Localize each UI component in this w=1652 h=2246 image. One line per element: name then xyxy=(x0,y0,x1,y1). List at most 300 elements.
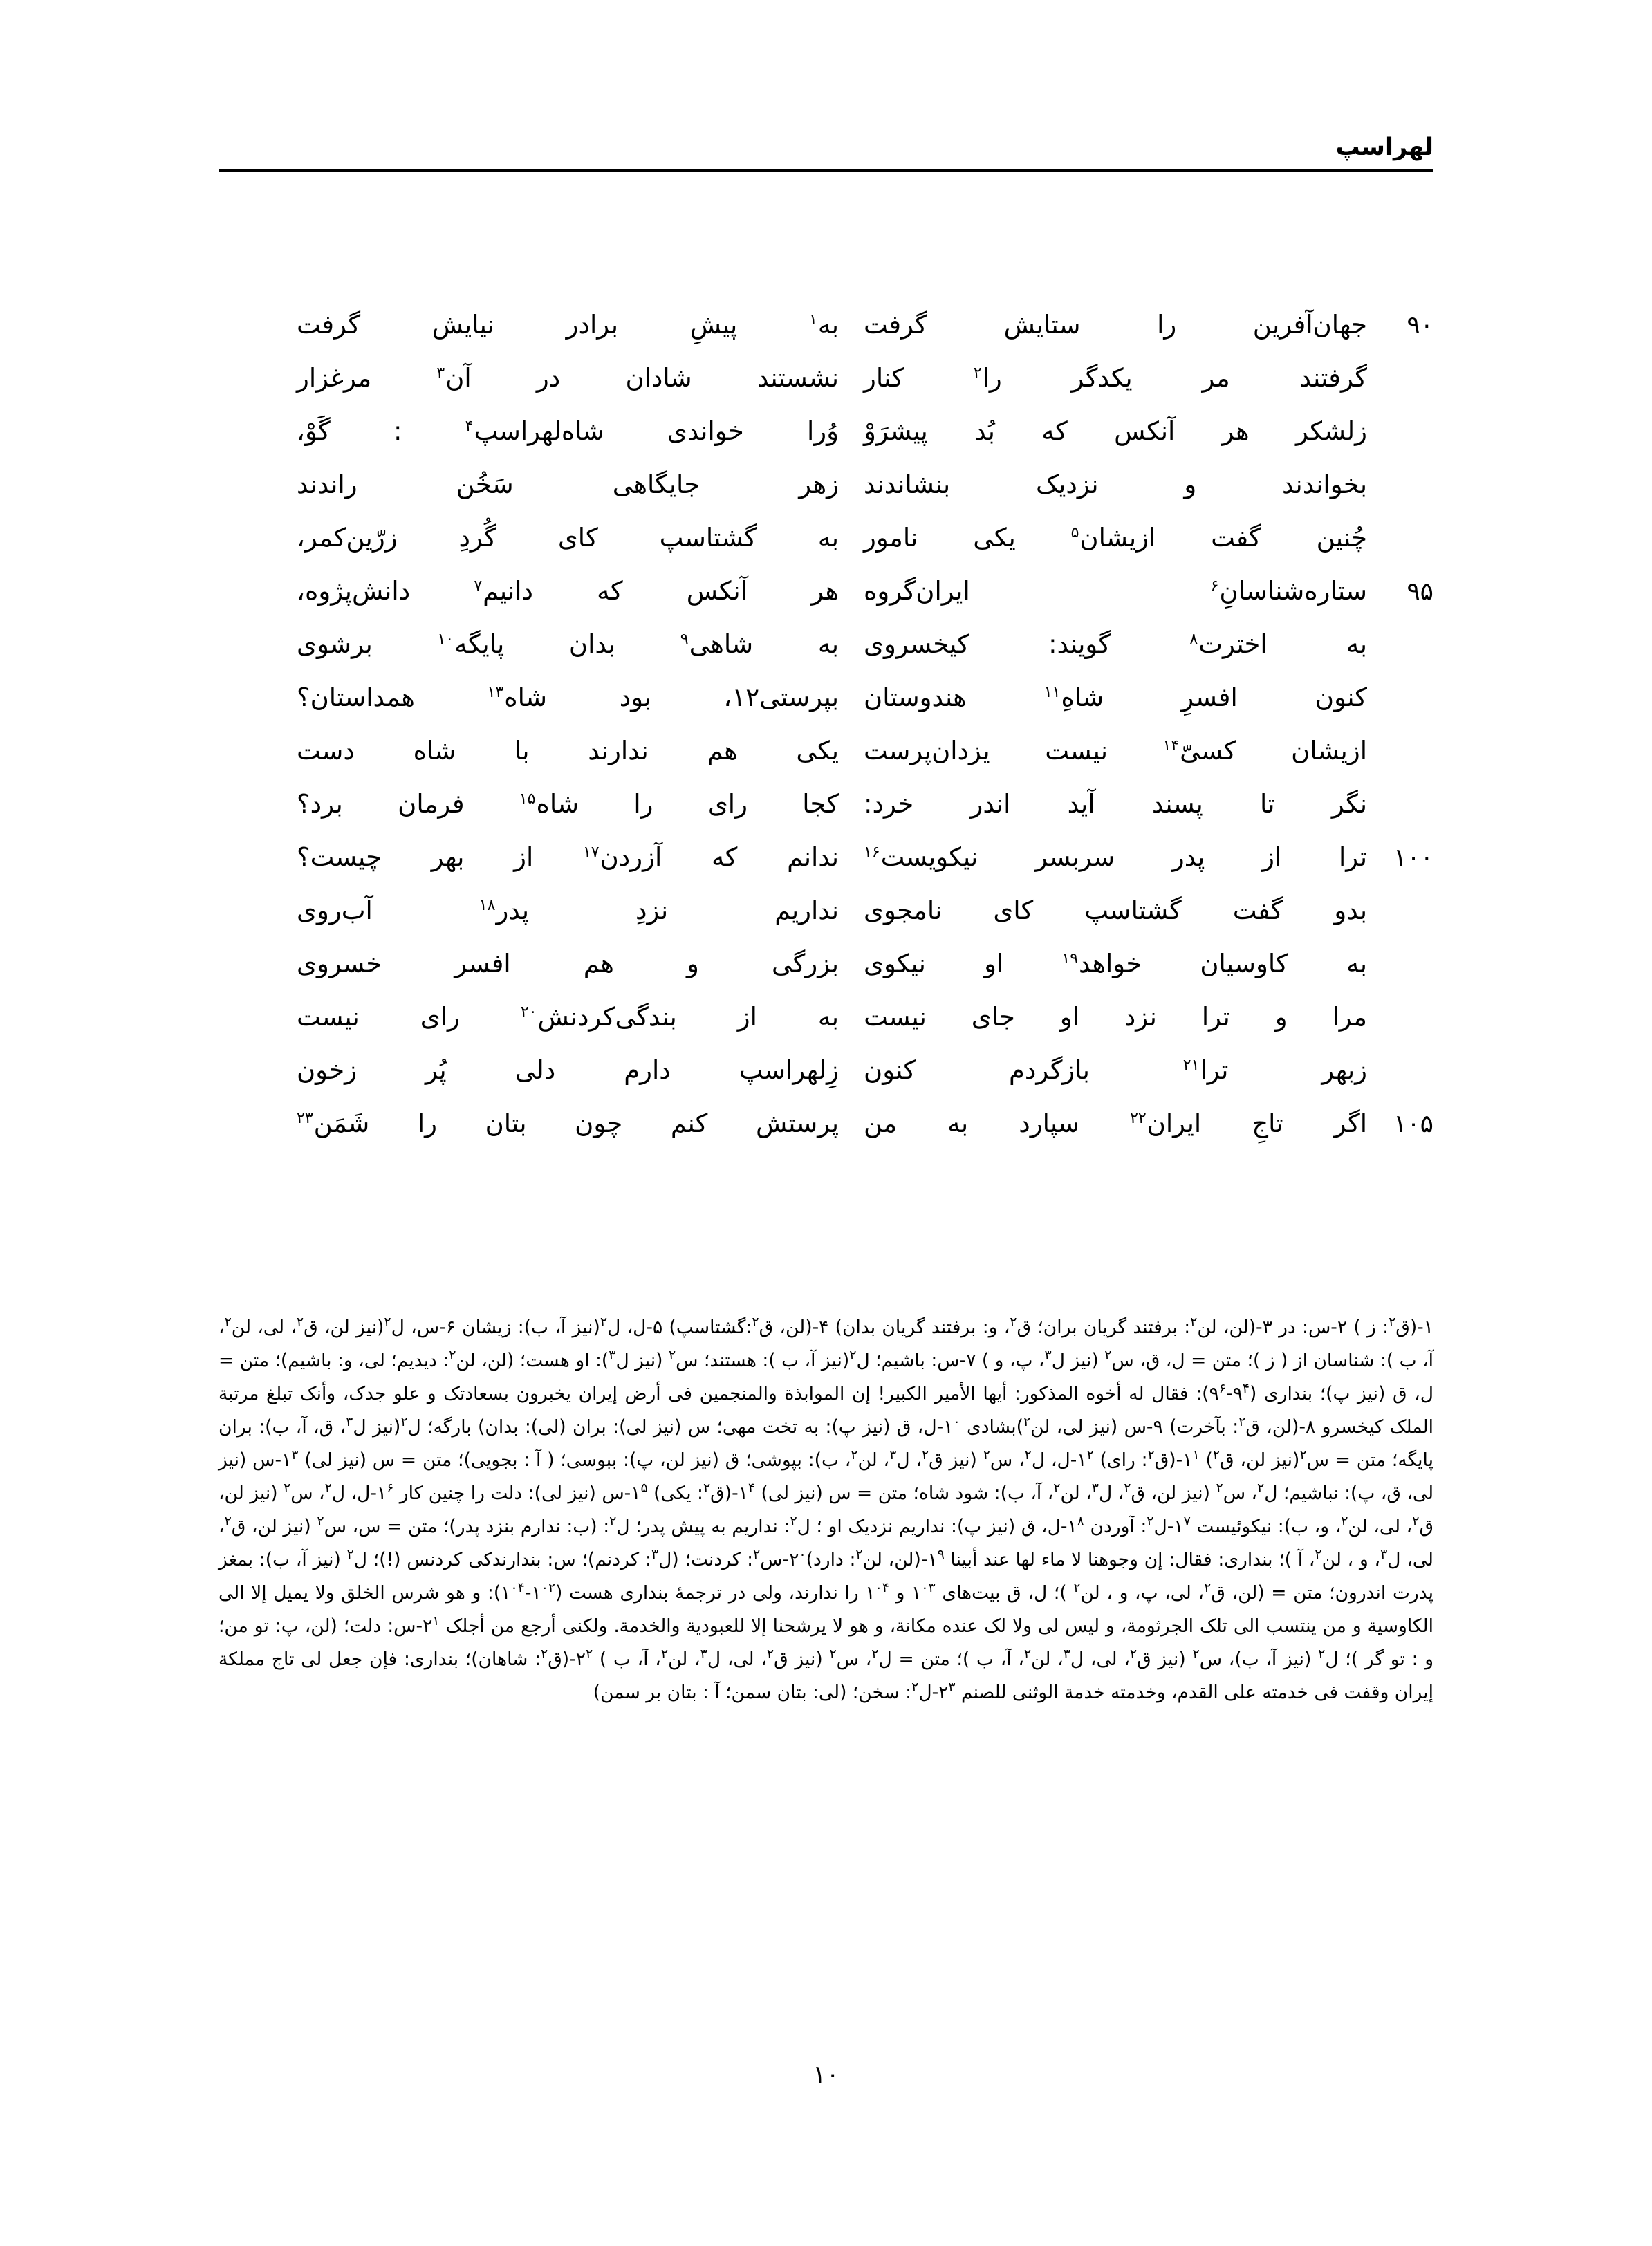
apparatus-sigla-marker: ۷ xyxy=(1183,1514,1191,1530)
hemistich-first-text xyxy=(839,405,1367,458)
verse-word: تا xyxy=(1260,789,1275,819)
verse-word: مر xyxy=(1202,363,1230,393)
apparatus-sigla-marker: ۲ xyxy=(849,1348,857,1364)
verse-couplet xyxy=(216,778,1433,830)
apparatus-sigla-marker: ۳ xyxy=(1091,1481,1099,1496)
verse-word: ترا$^{۲۱}$ xyxy=(1182,1055,1229,1085)
page-header xyxy=(219,133,1433,199)
verse-word: که xyxy=(1041,416,1068,446)
footnote-marker: ۲ xyxy=(973,364,982,382)
verse-word: پدر xyxy=(1171,842,1205,872)
verse-word: یکی xyxy=(973,523,1016,553)
verse-word: نامجوی xyxy=(864,895,943,925)
apparatus-sigla-marker: ۲ xyxy=(1124,1481,1131,1496)
apparatus-sigla-marker: ۲ xyxy=(1299,1447,1307,1463)
verse-word: آنکس xyxy=(686,576,748,606)
apparatus-sigla-marker: ۲ xyxy=(1086,1447,1094,1463)
running-title: لهراسپ xyxy=(1335,133,1433,161)
apparatus-sigla-marker: ۲ xyxy=(1192,1646,1200,1662)
verse-word: رای xyxy=(707,789,748,819)
apparatus-sigla-marker: ۳ xyxy=(1063,1646,1070,1662)
hemistich-second xyxy=(272,831,839,884)
hemistich-second xyxy=(272,671,839,724)
verse-word: شاهی$^۹$ xyxy=(680,629,754,659)
apparatus-sigla-marker: ۲ xyxy=(1238,1414,1246,1430)
apparatus-sigla-marker: ۲ xyxy=(1190,1315,1198,1330)
apparatus-sigla-marker: ۳ xyxy=(700,1646,707,1662)
hemistich-second xyxy=(272,778,839,830)
hemistich-second-text xyxy=(272,352,839,405)
verse-word: آزردن$^{۱۷}$ xyxy=(582,842,662,872)
verse-word: و xyxy=(1184,470,1197,499)
verse-word: نگر xyxy=(1331,789,1367,819)
verse-word: گرفتند xyxy=(1299,363,1367,393)
apparatus-sigla-marker: ۱ xyxy=(1192,1447,1200,1463)
hemistich-second-text xyxy=(272,884,839,937)
verse-word: نیست xyxy=(297,1002,360,1032)
verse-word: دانیم$^۷$ xyxy=(474,576,533,606)
apparatus-sigla-marker: ۲ xyxy=(1024,1447,1032,1463)
verse-word: اخترت$^۸$ xyxy=(1189,629,1268,659)
verse-word: ندانم xyxy=(787,842,839,872)
verse-word: زخون xyxy=(297,1055,358,1085)
verse-word: شاه$^{۱۳}$ xyxy=(487,683,547,712)
apparatus-sigla-marker: ۲ xyxy=(609,1514,617,1530)
verse-word: من xyxy=(864,1108,898,1138)
apparatus-sigla-marker: ۲ xyxy=(1147,1447,1155,1463)
verse-word: شاهِ$^{۱۱}$ xyxy=(1043,683,1104,712)
verse-couplet xyxy=(216,512,1433,564)
verse-couplet xyxy=(216,725,1433,777)
footnote-marker: ۱۴ xyxy=(1162,736,1180,754)
verse-word: چون xyxy=(575,1108,623,1138)
apparatus-sigla-marker: ۲ xyxy=(449,1348,456,1364)
apparatus-sigla-marker: ۲ xyxy=(224,1514,232,1530)
apparatus-sigla-marker: ۲ xyxy=(384,1315,391,1330)
verse-word: هندوستان xyxy=(864,683,967,712)
hemistich-second xyxy=(272,618,839,671)
verse-word: هم xyxy=(707,736,738,765)
apparatus-sigla-marker: ۲ xyxy=(284,1481,291,1496)
verse-word: اگر xyxy=(1333,1108,1367,1138)
verse-word: نیکوی xyxy=(864,949,926,978)
verse-word: دلی xyxy=(514,1055,556,1085)
hemistich-second xyxy=(272,1044,839,1097)
verse-word: هر xyxy=(1221,416,1250,446)
verse-word: به xyxy=(947,1108,969,1138)
hemistich-first xyxy=(839,778,1433,830)
verse-word: پرستش xyxy=(755,1108,839,1138)
verse-couplet xyxy=(216,405,1433,458)
verse-line-number: ۹۵ xyxy=(1407,577,1433,606)
verse-word: یکدگر xyxy=(1071,363,1133,393)
hemistich-first-text xyxy=(839,831,1367,884)
apparatus-sigla-marker: ۲ xyxy=(1318,1646,1326,1662)
verse-word: نیکویست$^{۱۶}$ xyxy=(864,842,978,872)
verse-word: خواندی xyxy=(667,416,744,446)
verse-word: خسروی xyxy=(297,949,382,978)
verse-word: آب‌روی xyxy=(297,895,373,925)
apparatus-paragraph: ۱-(ق$^۲$: ز ) ۲-س: در ۳-(لن، لن$^۲$: برفتند گریان بران؛ ق$^۲$، و: برفتند گریان بدان) ۴-(لن، ق$^۲$:گشتاسپ) ۵-ل، ل$^۲$(نیز آ، ب): زیشان ۶-س، ل$^۲$(نیز لن، ق$^۲$، لی، لن$^۲$، آ، ب ): شناسان از ( ز )؛ متن = ل، ق، س$^۲$ (نیز ل$^۳$، پ، و ) ۷-س: باشیم؛ ل$^۲$(نیز آ، ب ): هستند؛ س$^۲$ (نیز ل$^۳$): او هست؛ (لن، لن$^۲$: دیدیم؛ لی، و: باشیم)؛ متن = ل، ق (نیز پ)؛ بنداری $(۹^۴-۹^۶)$: فقال له أخوه المذکور: أیها الأمیر الکبیر! إن الموابذة والمنجمین فی أرض إیران یخبرون بسعادتک و علو جدک، وأنک تبلغ مرتبة الملک کیخسرو ۸-(لن، ق$^۲$: بآخرت) ۹-س (نیز لی، لن$^۲$)بشادی $۱^۰-ل،$ ق (نیز پ): به تخت مهی؛ س (نیز لی): بران (لی): بدان) بارگه؛ ل$^۲$(نیز ل$^۳$، ق، آ، ب): بران پایگه؛ متن = س$^۲$(نیز لن، ق$^۲$) $۱^۱-(ق^۲$: رای) $۱^۲-ل،$ ل$^۲$، س$^۲$ (نیز ق$^۲$، ل$^۳$، لن$^۲$، ب): بپوشی؛ ق (نیز لن، پ): ببوسی؛ ( آ : بجویی)؛ متن = س (نیز لی) $۱^۳-س$ (نیز لی، ق، پ): نباشیم؛ ل$^۲$، س$^۲$ (نیز لن، ق$^۲$، ل$^۳$، لن$^۲$، آ، ب): شود شاه؛ متن = س (نیز لی) $۱^۴-(ق^۲$: یکی) $۱^۵-س$ (نیز لی): دلت را چنین کار $۱^۶-ل،$ ل$^۲$، س$^۲$ (نیز لن، ق$^۲$، لی، لن$^۲$، و، ب): نیکوئیست $۱^۷-ل^۲$: آوردن $۱^۸-ل،$ ق (نیز پ): نداریم نزدیک او ؛ ل$^۲$: نداریم به پیش پدر؛ ل$^۲$: (ب: ندارم بنزد پدر)؛ متن = س، س$^۲$ (نیز لن، ق$^۲$، لی، ل$^۳$، و ، لن$^۲$، آ )؛ بنداری: فقال: إن وجوهنا لا ماء لها عند أبینا $۱^۹-(لن،$ لن$^۲$: $دارد)۲^۰-س^۲$: کردنت؛ (ل$^۳$: کردنم)؛ س: بندارندکی کردنس (!)؛ ل$^۲$ (نیز آ، ب): بمغز پدرت اندرون؛ متن = (لن، ق$^۲$، لی، پ، و ، لن$^۲$ )؛ ل، ق بیت‌های $۱^{۰۳}$ و $۱^{۰۴}$ را ندارند، ولی در ترجمهٔ بنداری هست $(۱^{۰۲}-۱^{۰۴})$: و هو شرس الخلق ولا یمیل إلا الی الکاوسیة و من ینتسب الی تلک الجرثومة، و لیس لی ولا لک عنده مکانة، و هو لا یرشحنا إلا للعبودیة والخدمة. ولکنی أرجع من أجلک $۲^۱-س$: دلت؛ (لن، پ: تو من؛ و : تو گر )؛ ل$^۲$ (نیز آ، ب)، س$^۲$ (نیز ق$^۲$، لی، ل$^۳$، لن$^۲$، آ، ب )؛ متن = ل$^۲$، س$^۲$ (نیز ق$^۲$، لی، ل$^۳$، لن$^۲$، آ، ب ) $۲^۲-(ق^۲$: شاهان)؛ بنداری: فإن جعل لی تاج مملکة إیران وقفت فی خدمته علی القدم، وخدمته خدمة الوثنی للصنم $۲^۳-ل^۲$: سخن؛ (لی: بتان سمن؛ آ : بتان بر سمن) xyxy=(219,1315,1434,1703)
verse-word: آن$^۳$ xyxy=(436,363,472,393)
verse-word: به xyxy=(817,629,839,659)
verse-word: یزدان‌پرست xyxy=(864,736,990,765)
footnote-marker: ۱۵ xyxy=(519,790,536,808)
hemistich-second xyxy=(272,565,839,618)
verse-word: : xyxy=(393,416,402,446)
apparatus-sigla-marker: ۲ xyxy=(1023,1646,1032,1662)
apparatus-sigla-marker: ۲ xyxy=(400,1414,408,1430)
verse-word: بازگردم xyxy=(1009,1055,1090,1085)
hemistich-first xyxy=(839,458,1433,511)
verse-couplet xyxy=(216,938,1433,990)
apparatus-sigla-marker: ۲ xyxy=(855,1547,863,1563)
apparatus-sigla-marker: ۲ xyxy=(703,1481,711,1496)
apparatus-sigla-marker: ۲ xyxy=(585,1646,593,1662)
apparatus-sigla-marker: ۲ xyxy=(1147,1514,1154,1530)
hemistich-first-text xyxy=(839,1044,1367,1097)
apparatus-sigla-marker: ۲ xyxy=(660,1646,669,1662)
apparatus-sigla-marker: ۲ xyxy=(752,1315,759,1330)
verse-word: کسیّ$^{۱۴}$ xyxy=(1162,736,1236,765)
hemistich-first-text xyxy=(839,458,1367,511)
verse-word: بندگی‌کردنش$^{۲۰}$ xyxy=(520,1002,677,1032)
hemistich-first-text xyxy=(839,991,1367,1043)
verse-word: از xyxy=(514,842,534,872)
hemistich-second-text xyxy=(272,1097,839,1150)
hemistich-first-text xyxy=(839,299,1367,351)
hemistich-first xyxy=(839,512,1433,564)
footnote-marker: ۱۳ xyxy=(487,683,504,701)
verse-word: دست xyxy=(297,736,355,765)
apparatus-sigla-marker: ۳ xyxy=(948,1680,956,1696)
apparatus-sigla-marker: ۲ xyxy=(753,1547,761,1563)
footnote-marker: ۳ xyxy=(436,364,445,382)
footnote-marker: ۶ xyxy=(1210,577,1219,595)
verse-couplet xyxy=(216,618,1433,671)
hemistich-first xyxy=(839,884,1433,937)
hemistich-second-text xyxy=(272,991,839,1043)
hemistich-second xyxy=(272,458,839,511)
verse-word: در xyxy=(536,363,561,393)
hemistich-first xyxy=(839,565,1433,618)
verse-word: را xyxy=(1157,310,1177,340)
hemistich-second xyxy=(272,299,839,351)
folio-number: ۱۰ xyxy=(813,2061,839,2089)
apparatus-sigla-marker: ۶ xyxy=(387,1481,394,1496)
verse-word: کجا xyxy=(802,789,839,819)
verse-word: ستایش xyxy=(1003,310,1081,340)
apparatus-sigla-marker: ۲ xyxy=(541,1646,548,1662)
apparatus-sigla-marker: ۲ xyxy=(1212,1447,1221,1463)
apparatus-sigla-marker: ۲ xyxy=(1341,1514,1348,1530)
verse-word: بتان xyxy=(485,1108,527,1138)
verse-word: بدو xyxy=(1334,895,1367,925)
hemistich-first xyxy=(839,299,1433,351)
footnote-marker: ۱۱ xyxy=(1043,683,1061,701)
hemistich-second-text xyxy=(272,512,839,564)
hemistich-second xyxy=(272,1097,839,1150)
verse-word: خواهد$^{۱۹}$ xyxy=(1061,949,1142,978)
verse-word: پیشرَوْ xyxy=(864,416,928,446)
hemistich-second xyxy=(272,512,839,564)
verse-word: نزدیک xyxy=(1035,470,1099,499)
verse-couplet xyxy=(216,884,1433,937)
verse-word: سپارد xyxy=(1019,1108,1080,1138)
verse-couplet xyxy=(216,991,1433,1043)
apparatus-sigla-marker: ۲ xyxy=(1257,1481,1265,1496)
apparatus-sigla-marker: ۱ xyxy=(432,1613,440,1629)
apparatus-sigla-marker: ۲ xyxy=(911,1680,919,1696)
hemistich-second-text xyxy=(272,778,839,830)
verse-word: همداستان؟ xyxy=(297,683,415,712)
hemistich-second-text xyxy=(272,565,839,618)
hemistich-first xyxy=(839,352,1433,405)
verse-word: نزد xyxy=(1124,1002,1157,1032)
footnote-marker: ۵ xyxy=(1070,523,1079,541)
verse-word: افسرِ xyxy=(1181,683,1238,712)
verse-word: پدر$^{۱۸}$ xyxy=(479,895,530,925)
verse-word: گشتاسپ xyxy=(659,523,757,553)
verse-word: کیخسروی xyxy=(864,629,969,659)
apparatus-sigla-marker: ۴ xyxy=(1242,1381,1250,1397)
verse-word: دانش‌پژوه، xyxy=(297,576,411,606)
footnote-marker: ۱۶ xyxy=(864,843,880,861)
verse-word: ازیشان xyxy=(1291,736,1367,765)
verse-word: هم xyxy=(583,949,614,978)
verse-word: را xyxy=(417,1108,437,1138)
verse-word: بخواندند xyxy=(1281,470,1367,499)
verse-word: یکی xyxy=(796,736,839,765)
verse-word: مرغزار xyxy=(297,363,372,393)
verse-couplet xyxy=(216,1097,1433,1150)
verse-word: زلشکر xyxy=(1296,416,1367,446)
verse-couplet xyxy=(216,565,1433,618)
critical-apparatus xyxy=(219,1311,1433,1709)
verse-word: گَوْ، xyxy=(297,416,331,446)
hemistich-first xyxy=(839,831,1433,884)
verse-word: شاه‌لهراسپ$^۴$ xyxy=(465,416,604,446)
verse-word: بهر xyxy=(431,842,465,872)
hemistich-second xyxy=(272,352,839,405)
hemistich-first-text xyxy=(839,352,1367,405)
verse-word: کای xyxy=(993,895,1034,925)
verse-word: اندر xyxy=(970,789,1011,819)
hemistich-second xyxy=(272,991,839,1043)
hemistich-first-text xyxy=(839,778,1367,830)
apparatus-sigla-marker: ۹ xyxy=(937,1547,945,1563)
apparatus-sigla-marker: ۲ xyxy=(324,1481,332,1496)
verse-word: به xyxy=(817,523,839,553)
apparatus-sigla-marker: ۳ xyxy=(609,1348,616,1364)
verse-word: برد؟ xyxy=(297,789,343,819)
verse-word: که xyxy=(597,576,623,606)
apparatus-sigla-marker: ۲ xyxy=(1023,1414,1031,1430)
hemistich-first-text xyxy=(839,565,1367,618)
apparatus-sigla-marker: ۲ xyxy=(790,1514,797,1530)
verse-word: رای xyxy=(420,1002,460,1032)
verse-word: شاه xyxy=(413,736,456,765)
verse-word: به xyxy=(1346,629,1367,659)
hemistich-second-text xyxy=(272,618,839,671)
hemistich-second-text xyxy=(272,1044,839,1097)
footnote-marker: ۱ xyxy=(809,310,817,328)
apparatus-sigla-marker: ۴ xyxy=(748,1481,756,1496)
apparatus-sigla-marker: ۰۴ xyxy=(510,1580,525,1596)
verse-word: ندارند xyxy=(588,736,649,765)
verse-couplet xyxy=(216,671,1433,724)
verse-word: بزرگی xyxy=(771,949,839,978)
footnote-marker: ۹ xyxy=(680,630,689,648)
apparatus-sigla-marker: ۲ xyxy=(871,1646,879,1662)
hemistich-first xyxy=(839,991,1433,1043)
verse-word: جایگاهی xyxy=(612,470,700,499)
verse-word: فرمان xyxy=(398,789,465,819)
verse-word: کاوسیان xyxy=(1200,949,1288,978)
verse-couplet xyxy=(216,299,1433,351)
verse-couplet xyxy=(216,1044,1433,1097)
verse-word: پسند xyxy=(1151,789,1203,819)
apparatus-sigla-marker: ۳ xyxy=(889,1447,897,1463)
hemistich-first xyxy=(839,1097,1433,1150)
verse-word: از xyxy=(1262,842,1282,872)
hemistich-first xyxy=(839,938,1433,990)
verse-word: به$^۱$ xyxy=(809,310,839,340)
apparatus-sigla-marker: ۶ xyxy=(1218,1381,1226,1397)
verse-word: با xyxy=(514,736,530,765)
verse-word: گفت xyxy=(1211,523,1261,553)
apparatus-sigla-marker: ۲ xyxy=(1053,1481,1061,1496)
footnote-marker: ۱۹ xyxy=(1061,949,1079,967)
verse-word: زرّین‌کمر، xyxy=(297,523,398,553)
verse-word: ستاره‌شناسانِ$^۶$ xyxy=(1210,576,1367,606)
hemistich-second xyxy=(272,938,839,990)
apparatus-sigla-marker: ۲ xyxy=(1389,1315,1396,1330)
verse-word: که xyxy=(711,842,738,872)
verse-word: کای xyxy=(557,523,598,553)
apparatus-sigla-marker: ۲ xyxy=(668,1348,676,1364)
apparatus-sigla-marker: ۲ xyxy=(766,1646,774,1662)
verse-area xyxy=(216,299,1433,1151)
verse-word: برادر xyxy=(566,310,619,340)
apparatus-sigla-marker: ۲ xyxy=(346,1547,354,1563)
verse-line-number: ۹۰ xyxy=(1407,311,1433,340)
verse-word: نداریم xyxy=(774,895,839,925)
apparatus-sigla-marker: ۳ xyxy=(1044,1348,1052,1364)
apparatus-sigla-marker: ۲ xyxy=(829,1646,837,1662)
verse-word: وُرا xyxy=(806,416,839,446)
verse-word: او xyxy=(1059,1002,1079,1032)
apparatus-sigla-marker: ۲ xyxy=(1216,1481,1223,1496)
verse-word: نیست xyxy=(1045,736,1108,765)
verse-word: را$^۲$ xyxy=(973,363,1002,393)
apparatus-sigla-marker: ۲ xyxy=(296,1315,304,1330)
hemistich-second-text xyxy=(272,458,839,511)
verse-word: آنکس xyxy=(1114,416,1176,446)
apparatus-sigla-marker: ۲ xyxy=(851,1447,858,1463)
hemistich-first-text xyxy=(839,512,1367,564)
verse-word: پُر xyxy=(425,1055,447,1085)
apparatus-sigla-marker: ۲ xyxy=(1412,1514,1420,1530)
apparatus-sigla-marker: ۳ xyxy=(651,1547,659,1563)
verse-word: نیست xyxy=(864,1002,927,1032)
verse-word: کنون xyxy=(864,1055,916,1085)
hemistich-second xyxy=(272,884,839,937)
verse-couplet xyxy=(216,458,1433,511)
verse-word: زِلهراسپ xyxy=(739,1055,839,1085)
verse-word: خرد: xyxy=(864,789,914,819)
verse-line-number: ۱۰۵ xyxy=(1393,1110,1433,1138)
verse-couplet xyxy=(216,831,1433,884)
hemistich-first xyxy=(839,671,1433,724)
verse-word: افسر xyxy=(454,949,511,978)
verse-word: و xyxy=(1274,1002,1288,1032)
verse-word: شَمَن$^{۲۳}$ xyxy=(297,1108,370,1138)
verse-word: را xyxy=(633,789,653,819)
verse-word: مرا xyxy=(1332,1002,1367,1032)
header-rule xyxy=(219,169,1433,172)
verse-word: به xyxy=(817,1002,839,1032)
verse-word: بُد xyxy=(974,416,995,446)
hemistich-first xyxy=(839,618,1433,671)
footnote-marker: ۱۸ xyxy=(479,896,496,914)
verse-word: ایران‌گروه xyxy=(864,576,970,606)
verse-word: سربسر xyxy=(1035,842,1115,872)
verse-word: گرفت xyxy=(297,310,361,340)
hemistich-first xyxy=(839,1044,1433,1097)
apparatus-sigla-marker: ۳ xyxy=(346,1414,353,1430)
apparatus-sigla-marker: ۲ xyxy=(921,1447,929,1463)
verse-word: او xyxy=(984,949,1004,978)
hemistich-first xyxy=(839,725,1433,777)
hemistich-first xyxy=(839,405,1433,458)
verse-couplet xyxy=(216,352,1433,405)
verse-word: چُنین xyxy=(1316,523,1367,553)
footnote-marker: ۲۲ xyxy=(1130,1109,1147,1127)
apparatus-sigla-marker: ۳ xyxy=(1380,1547,1388,1563)
apparatus-sigla-marker: ۰ xyxy=(953,1414,960,1430)
verse-word: راندند xyxy=(297,470,358,499)
apparatus-sigla-marker: ۰۲ xyxy=(541,1580,556,1596)
hemistich-first-text xyxy=(839,938,1367,990)
verse-word: کنون xyxy=(1315,683,1367,712)
apparatus-sigla-marker: ۰۳ xyxy=(921,1580,936,1596)
footnote-marker: ۲۰ xyxy=(520,1003,537,1021)
verse-word: گشتاسپ xyxy=(1084,895,1182,925)
apparatus-sigla-marker: ۵ xyxy=(640,1481,648,1496)
footnote-marker: ۲۳ xyxy=(297,1109,313,1127)
hemistich-second-text xyxy=(272,938,839,990)
footnote-marker: ۴ xyxy=(465,417,474,435)
apparatus-sigla-marker: ۲ xyxy=(1010,1315,1017,1330)
verse-word: زبهر xyxy=(1321,1055,1367,1085)
verse-word: نشستند xyxy=(757,363,839,393)
apparatus-sigla-marker: ۲ xyxy=(1315,1547,1322,1563)
apparatus-sigla-marker: ۲ xyxy=(600,1315,608,1330)
verse-word: نزدِ xyxy=(635,895,669,925)
verse-word: نیایش xyxy=(431,310,494,340)
verse-word: شاه$^{۱۵}$ xyxy=(519,789,579,819)
footnote-marker: ۲۱ xyxy=(1182,1056,1200,1074)
verse-word: ازیشان$^۵$ xyxy=(1070,523,1156,553)
apparatus-sigla-marker: ۰ xyxy=(799,1547,806,1563)
verse-word: ایران$^{۲۲}$ xyxy=(1130,1108,1202,1138)
apparatus-sigla-marker: ۲ xyxy=(983,1447,990,1463)
hemistich-second-text xyxy=(272,831,839,884)
apparatus-sigla-marker: ۲ xyxy=(1204,1580,1212,1596)
verse-word: گُردِ xyxy=(458,523,496,553)
apparatus-sigla-marker: ۸ xyxy=(1077,1514,1084,1530)
